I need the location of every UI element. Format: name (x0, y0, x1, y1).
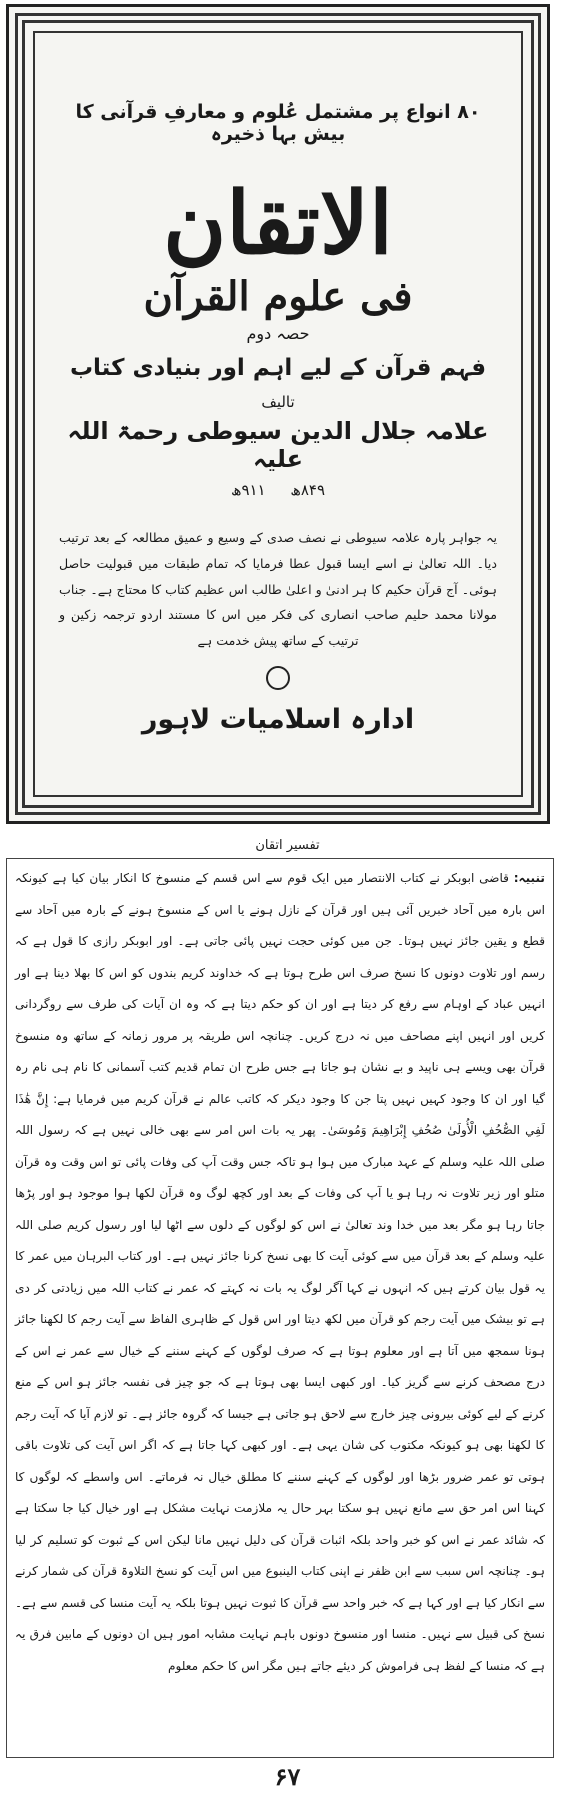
note-lead: تنبیہ: (513, 871, 545, 885)
circle-ornament (266, 666, 290, 690)
birth-year: ۸۴۹ھ (290, 481, 326, 499)
page-header: تفسیر اتقان (255, 838, 320, 853)
body-text-box (6, 858, 554, 1758)
body-text: قاضی ابوبکر نے کتاب الانتصار میں ایک قوم سے اس قسم کے منسوخ کا انکار بیان کیا ہے کیونکہ اس بارہ میں آحاد خبریں آئی ہیں اور قرآن کے نازل ہونے یا اس کے منسوخ ہونے کے بارہ میں آحاد سے قطع و یقین جائز نہیں ہوتا۔ جن میں کوئی حجت نہیں پائی جاتی ہے۔ اور ابوبکر رازی کا قول ہے کہ رسم اور تلاوت دونوں کا نسخ صرف اس طرح ہوتا ہے کہ خداوند کریم بندوں کو اس کا بھلا دینا ہے اور انہیں عباد کے اوہام سے رفع کر دیتا ہے اور ان کو حکم دیتا ہے کہ وہ ان آیات کی طرف سے روگردانی کریں اور انہیں اپنے مصاحف میں نہ درج کریں۔ چنانچہ اس طریقہ پر مرور زمانہ کے ساتھ وہ منسوخ قرآن بھی ویسے ہی ناپید و بے نشان ہو جاتا ہے جس طرح ان تمام قدیم کتب آسمانی کا نام ہی نام رہ گیا اور ان کا وجود کہیں نہیں پتا جن کا وجود دیکر کہ کاتب عالم نے قرآن کریم میں فرمایا ہے: إِنَّ هَٰذَا لَفِي الصُّحُفِ الْأُولَىٰ صُحُفِ إِبْرَاهِيمَ وَمُوسَىٰ۔ پھر یہ بات اس امر سے بھی خالی نہیں ہے کہ رسول اللہ صلی اللہ علیہ وسلم کے عہد مبارک میں ہوا ہو تاکہ جس وقت آپ کی وفات پائی تو اس وقت وہ قرآن متلو اور زیر تلاوت نہ رہا ہو یا آپ کی وفات کے بعد اور کچھ لوگ وہ قرآن لکھا ہوا موجود ہو اور پڑھا جاتا رہا ہو مگر بعد میں خدا وند تعالیٰ نے اس کو لوگوں کے دلوں سے اٹھا لیا اور رسول کریم صلی اللہ علیہ وسلم کے بعد قرآن میں سے کوئی آیت کا بھی نسخ کرنا جائز نہیں ہے۔ اور کتاب البرہان میں عمر کا یہ قول بیان کرتے ہیں کہ انہوں نے کہا آگر لوگ یہ بات نہ کہتے کہ عمر نے کتاب اللہ میں زیادتی کر دی ہے تو بیشک میں آیت رجم کو قرآن میں لکھ دیتا اور اس قول کے ظاہری الفاظ سے آیت رجم کا لکھنا جائز ہونا سمجھ میں آتا ہے اور معلوم ہوتا ہے کہ صرف لوگوں کے کہنے سننے کے خیال سے عمر نے اس کے درج مصحف کرنے سے گریز کیا۔ اور کبھی ایسا بھی ہوتا ہے کہ جو چیز فی نفسہ جائز ہو اس کے منع کرنے کے لیے کوئی بیرونی چیز خارج سے لاحق ہو جاتی ہے جیسا کہ گروہ جائز ہے۔ تو لازم آیا کہ آیت رجم کا لکھنا بھی ہو کیونکہ مکتوب کی شان یہی ہے۔ اور کبھی کہا جاتا ہے کہ اگر اس آیت کی تلاوت باقی ہوتی تو عمر ضرور بڑھا اور لوگوں کے کہنے سننے کا مطلق خیال نہ فرماتے۔ اس واسطے کہ لوگوں کا کہنا اس امر حق سے مانع نہیں ہو سکتا بہر حال یہ ملازمت نہایت مشکل ہے اور خیال کیا جا سکتا ہے کہ شائد عمر نے اس کو خبر واحد بلکہ اثبات قرآن کی دلیل نہیں مانا لیکن اس کے ثبوت کو تسلیم کر لیا ہو۔ چنانچہ اس سبب سے ابن ظفر نے اپنی کتاب الینبوع میں اس آیت کو نسخ التلاوۃ قرآن کی شمار کرنے سے انکار کیا ہے اور کہا ہے کہ خبر واحد سے قرآن کا ثبوت نہیں ہوتا بلکہ یہ آیت منسا کی قسم سے ہے۔ نسخ کی قبیل سے نہیں۔ منسا اور منسوخ دونوں باہم نہایت مشابہ امور ہیں ان دونوں کے مابین فرق یہ ہے کہ منسا کے لفظ ہی فراموش کر دیئے جاتے ہیں مگر اس کا حکم معلوم (15, 871, 545, 1673)
publisher-name: ادارہ اسلامیات لاہور (141, 704, 415, 736)
intro-paragraph: یہ جواہر پارہ علامہ سیوطی نے نصف صدی کے وسیع و عمیق مطالعہ کے بعد ترتیب دیا۔ اللہ تعالیٰ نے اسے ایسا قبول عطا فرمایا کہ تمام طبقات میں قبولیت حاصل ہوئی۔ آج قرآن حکیم کا ہر ادنیٰ و اعلیٰ طالب اس عظیم کتاب کا محتاج ہے۔ جناب مولانا محمد حلیم صاحب انصاری کی فکر میں اس کا مستند اردو ترجمہ زکین و ترتیب کے ساتھ پیش خدمت ہے (59, 530, 497, 649)
body-paragraph (15, 863, 545, 1682)
tagline: ۸۰ انواع پر مشتمل عُلوم و معارفِ قرآنی کا بیش بہا ذخیرہ (75, 101, 481, 145)
part-label: حصہ دوم (246, 324, 310, 343)
title-page-content (55, 53, 501, 775)
book-subtitle: فی علوم القرآن (143, 273, 413, 320)
taalif-label: تالیف (261, 393, 295, 411)
death-year: ۹۱۱ھ (230, 481, 266, 499)
author-years (55, 481, 501, 499)
page-number: ۶۷ (274, 1762, 301, 1791)
title-page (6, 4, 550, 824)
book-title: الاتقان (163, 173, 393, 274)
book-description: فہم قرآن کے لیے اہم اور بنیادی کتاب (69, 355, 487, 381)
author-name: علامہ جلال الدین سیوطی رحمۃ اللہ علیہ (67, 417, 489, 473)
